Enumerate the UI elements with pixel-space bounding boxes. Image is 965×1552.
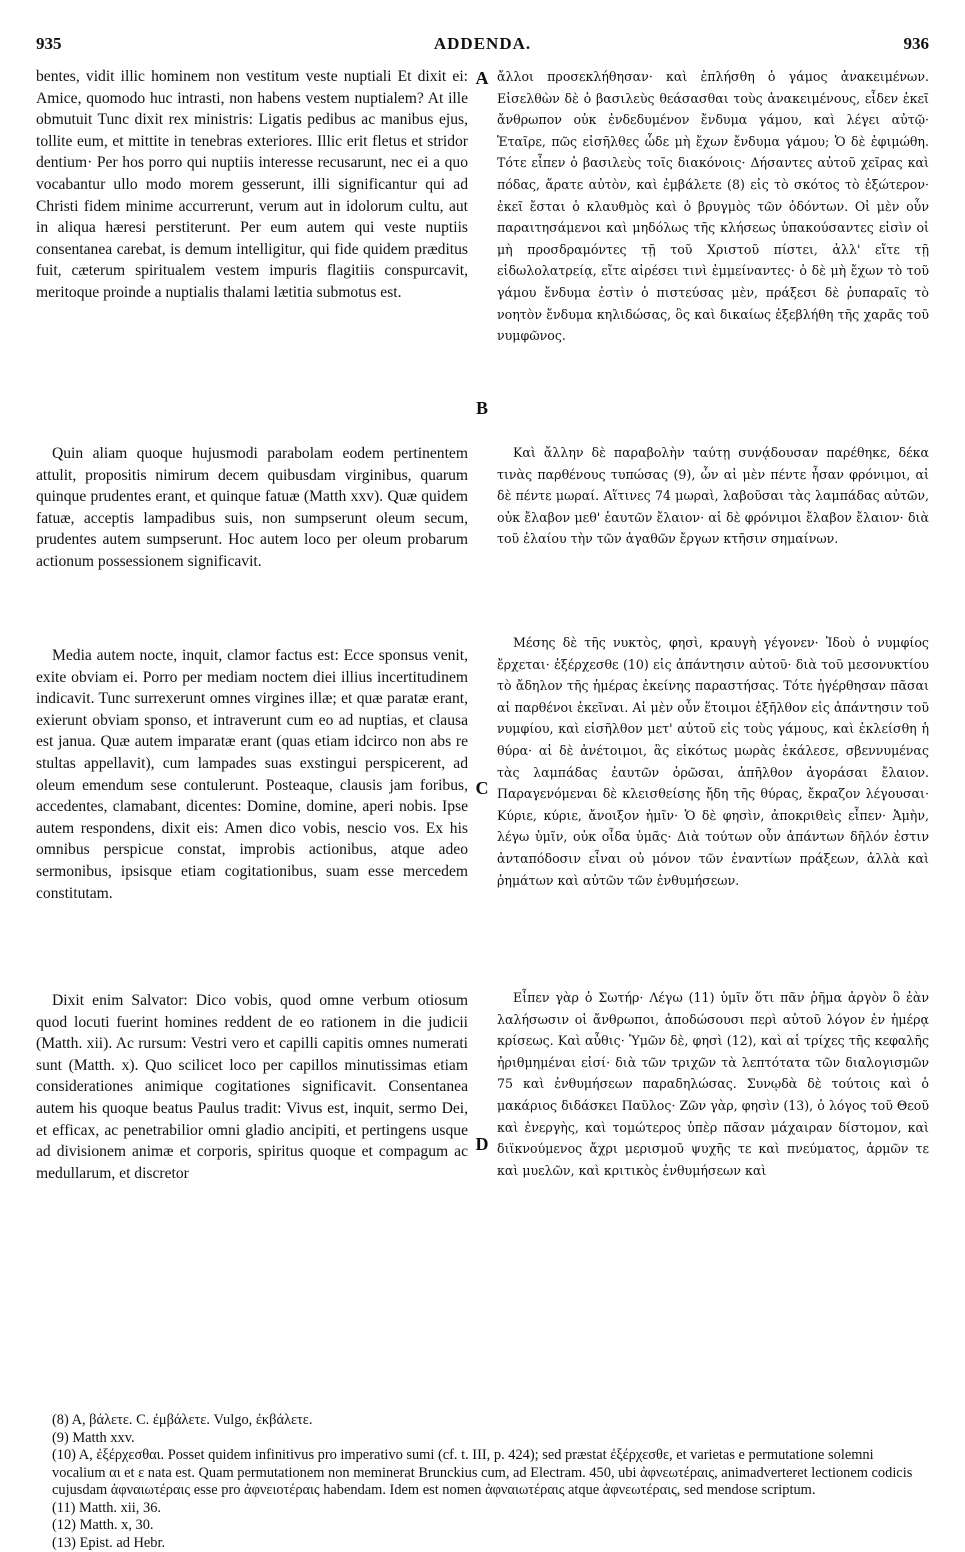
running-title: ADDENDA. — [36, 34, 929, 54]
margin-marker-c: C — [471, 778, 493, 799]
margin-marker-d: D — [471, 1134, 493, 1155]
footnote-11: (11) Matth. xii, 36. — [52, 1500, 929, 1518]
running-head — [36, 34, 929, 56]
footnote-8: (8) A, βάλετε. C. ἐμβάλετε. Vulgo, ἐκβάλετε. — [52, 1412, 929, 1430]
latin-paragraph-4: Dixit enim Salvator: Dico vobis, quod omne verbum otiosum quod locuti fuerint homines reddent de eo rationem in die judicii (Matth. xii). Ac rursum: Vestri vero et capilli capitis omnes numerati sunt (Matth. x). Quo scilicet loco per capillos minutissimas etiam considerationes animique cogitationes significavit. Consentanea autem his quoque beatus Paulus tradit: Vivus est, inquit, sermo Dei, et efficax, ac penetrabilior omni gladio ancipiti, et pertingens usque ad divisionem animæ et corporis, spiritus quoque et compagum ac medullarum, et discretor — [36, 990, 468, 1340]
footnotes — [52, 1412, 929, 1552]
footnote-9: (9) Matth xxv. — [52, 1430, 929, 1448]
margin-marker-b: B — [471, 398, 493, 419]
right-page-number: 936 — [904, 34, 930, 54]
latin-paragraph-2: Quin aliam quoque hujusmodi parabolam eodem pertinentem attulit, propositis nimirum decem quibusdam virginibus, quarum quinque prudentes erant, et quinque fatuæ (Matth xxv). Quæ quidem fatuæ, acceptis lampadibus suis, non sumpserunt oleum secum, prudentes autem sumpserunt. Hoc autem loco per oleum probarum actionum possessionem significavit. — [36, 443, 468, 637]
latin-column — [36, 66, 468, 1340]
greek-column — [497, 66, 929, 1337]
greek-paragraph-4: Εἶπεν γὰρ ὁ Σωτήρ· Λέγω (11) ὑμῖν ὅτι πᾶν ῥῆμα ἀργὸν ὃ ἐὰν λαλήσωσιν οἱ ἄνθρωποι, ἀποδώσουσι περὶ αὐτοῦ λόγον ἐν ἡμέρᾳ κρίσεως. Καὶ αὖθις· Ὑμῶν δὲ, φησὶ (12), καὶ αἱ τρίχες τῆς κεφαλῆς ἠριθμημέναι εἰσί· διὰ τῶν τριχῶν τὰ λεπτότατα τῶν διαλογισμῶν 75 καὶ ἐνθυμήσεων παραδηλώσας. Συνῳδὰ δὲ τούτοις καὶ ὁ μακάριος διδάσκει Παῦλος· Ζῶν γὰρ, φησὶν (13), ὁ λόγος τοῦ Θεοῦ καὶ ἐνεργὴς, καὶ τομώτερος ὑπὲρ πᾶσαν μάχαιραν δίστομον, καὶ διϊκνούμενος ἄχρι μερισμοῦ ψυχῆς τε καὶ πνεύματος, ἁρμῶν τε καὶ μυελῶν, καὶ κριτικὸς ἐνθυμήσεων καὶ — [497, 987, 929, 1337]
greek-paragraph-1: ἄλλοι προσεκλήθησαν· καὶ ἐπλήσθη ὁ γάμος ἀνακειμένων. Εἰσελθὼν δὲ ὁ βασιλεὺς θεάσασθαι τοὺς ἀνακειμένους, εἶδεν ἐκεῖ ἄνθρωπον οὐκ ἐνδεδυμένον ἔνδυμα γάμου, καὶ λέγει αὐτῷ· Ἑταῖρε, πῶς εἰσῆλθες ὧδε μὴ ἔχων ἔνδυμα γάμου; Ὁ δὲ ἐφιμώθη. Τότε εἶπεν ὁ βασιλεὺς τοῖς διακόνοις· Δήσαντες αὐτοῦ χεῖρας καὶ πόδας, ἄρατε αὐτὸν, καὶ ἐμβάλετε (8) εἰς τὸ σκότος τὸ ἐξώτερον· ἐκεῖ ἔσται ὁ κλαυθμὸς καὶ ὁ βρυγμὸς τῶν ὀδόντων. Οἱ μὲν οὖν παραιτησάμενοι καὶ μηδόλως τῆς κλήσεως ὑπακούσαντες εἰσὶν οἱ μὴ προσδραμόντες τῇ τοῦ Χριστοῦ πίστει, ἀλλ' εἴτε τῇ εἰδωλολατρείᾳ, εἴτε αἱρέσει τινὶ ἐμμείναντες· ὁ δὲ μὴ ἔχων τὸ τοῦ γάμου ἔνδυμα ἐστὶν ὁ πιστεύσας μὲν, πράξεσι δὲ ῥυπαραῖς τὸ νοητὸν ἔνδυμα κηλιδώσας, ὃς καὶ δικαίως ἐξεβλήθη τῆς χαρᾶς τοῦ νυμφῶνος. — [497, 66, 929, 434]
footnote-13: (13) Epist. ad Hebr. — [52, 1535, 929, 1552]
latin-paragraph-3: Media autem nocte, inquit, clamor factus est: Ecce sponsus venit, exite obviam ei. Porro per mediam noctem diei illius incertitudinem indicavit. Tunc surrexerunt omnes virgines illæ; et quæ paratæ erant, exierunt obviam sponso, et intraverunt cum eo ad nuptias, et clausa est janua. Quæ autem imparatæ erant (quas etiam idcirco non abs re stultas appellavit), cum lampades suas exstingui perspicerent, ad oleum emendum sese contulerunt. Posteaque, clausis jam foribus, accedentes, clamabant, dicentes: Domine, domine, aperi nobis. Ipse autem respondens, dixit eis: Amen dico vobis, nescio vos. Ex his omnibus perspicue constat, improbis actionibus, atque adeo sermonibus, ipsisque etiam cogitationibus, suam esse mercedem constitutam. — [36, 645, 468, 980]
margin-marker-a: A — [471, 68, 493, 89]
footnote-12: (12) Matth. x, 30. — [52, 1517, 929, 1535]
greek-paragraph-3: Μέσης δὲ τῆς νυκτὸς, φησὶ, κραυγὴ γέγονεν· Ἰδοὺ ὁ νυμφίος ἔρχεται· ἐξέρχεσθε (10) εἰς ἀπάντησιν αὐτοῦ· διὰ τοῦ μεσονυκτίου τὸ ἄδηλον τῆς ἡμέρας ἐκείνης παραστήσας. Τότε ἠγέρθησαν πᾶσαι αἱ παρθένοι ἐκεῖναι. Αἱ μὲν οὖν ἕτοιμοι ἐξῆλθον εἰς ἀπάντησιν τοῦ νυμφίου, καὶ εἰσῆλθον μετ' αὐτοῦ εἰς τοὺς γάμους, καὶ ἐκλείσθη ἡ θύρα· αἱ δὲ ἀνέτοιμοι, ἃς εἰκότως μωρὰς ἐκάλεσε, σβεννυμένας τὰς λαμπάδας ἑαυτῶν ὁρῶσαι, ἀπῆλθον ἀγοράσαι ἔλαιον. Παραγενόμεναι δὲ κλεισθείσης ἤδη τῆς θύρας, ἔκραζον λέγουσαι· Κύριε, κύριε, ἄνοιξον ἡμῖν· Ὁ δὲ φησὶν, ἀποκριθεὶς εἶπεν· Ἀμὴν, λέγω ὑμῖν, οὐκ οἶδα ὑμᾶς· Διὰ τούτων οὖν ἁπάντων δῆλόν ἐστιν ἀνταπόδοσιν εἶναι οὐ μόνον τῶν ἐναντίων πράξεων, ἀλλὰ καὶ ῥημάτων καὶ αὐτῶν τῶν ἐνθυμήσεων. — [497, 632, 929, 977]
footnote-10: (10) A, ἐξέρχεσθαι. Posset quidem infinitivus pro imperativo sumi (cf. t. III, p. 424); sed præstat ἐξέρχεσθε, et varietas e permutatione solemni vocalium αι et ε nata est. Quam permutationem non meminerat Brunckius cum, ad Electram. 450, ubi ἀφνεωτέραις, animadverteret lectionem codicis cujusdam ἀφναιωτέραις esse pro ἀφνειοτέραις habendam. Idem est nomen ἀφναιωτέραις atque ἀφνεωτέραις, sed mendose scriptum. — [52, 1447, 929, 1500]
greek-paragraph-2: Καὶ ἄλλην δὲ παραβολὴν ταύτῃ συνᾴδουσαν παρέθηκε, δέκα τινὰς παρθένους τυπώσας (9), ὧν αἱ μὲν πέντε ἦσαν φρόνιμοι, αἱ δὲ πέντε μωραί. Αἵτινες 74 μωραὶ, λαβοῦσαι τὰς λαμπάδας αὐτῶν, οὐκ ἔλαβον μεθ' ἑαυτῶν ἔλαιον· αἱ δὲ φρόνιμοι ἔλαβον ἔλαιον· διὰ τοῦ ἐλαίου τὴν τῶν ἀγαθῶν ἔργων κτῆσιν σημαίνων. — [497, 442, 929, 602]
left-page-number: 935 — [36, 34, 62, 54]
latin-paragraph-1: bentes, vidit illic hominem non vestitum veste nuptiali Et dixit ei: Amice, quomodo huc intrasti, non habens vestem nuptialem? At ille obmutuit Tunc dixit rex ministris: Ligatis pedibus ac manibus ejus, tollite eum, et mittite in tenebras exteriores. Illic erit fletus et stridor dentium· Per hos porro qui nuptiis interesse recusarunt, nec ei a quo vocabantur ullo modo morem gesserunt, illi significantur qui ad Christi fidem minime accurrerunt, verum aut in idolorum cultu, aut in aliqua hæresi perstiterunt. Per eum autem qui veste nuptiis consentanea carebat, is demum intelligitur, qui fide quidem præditus fuit, cæterum spiritualem vestem impuris flagitiis conspurcavit, meritoque proinde a nuptialis thalami lætitia submotus est. — [36, 66, 468, 410]
